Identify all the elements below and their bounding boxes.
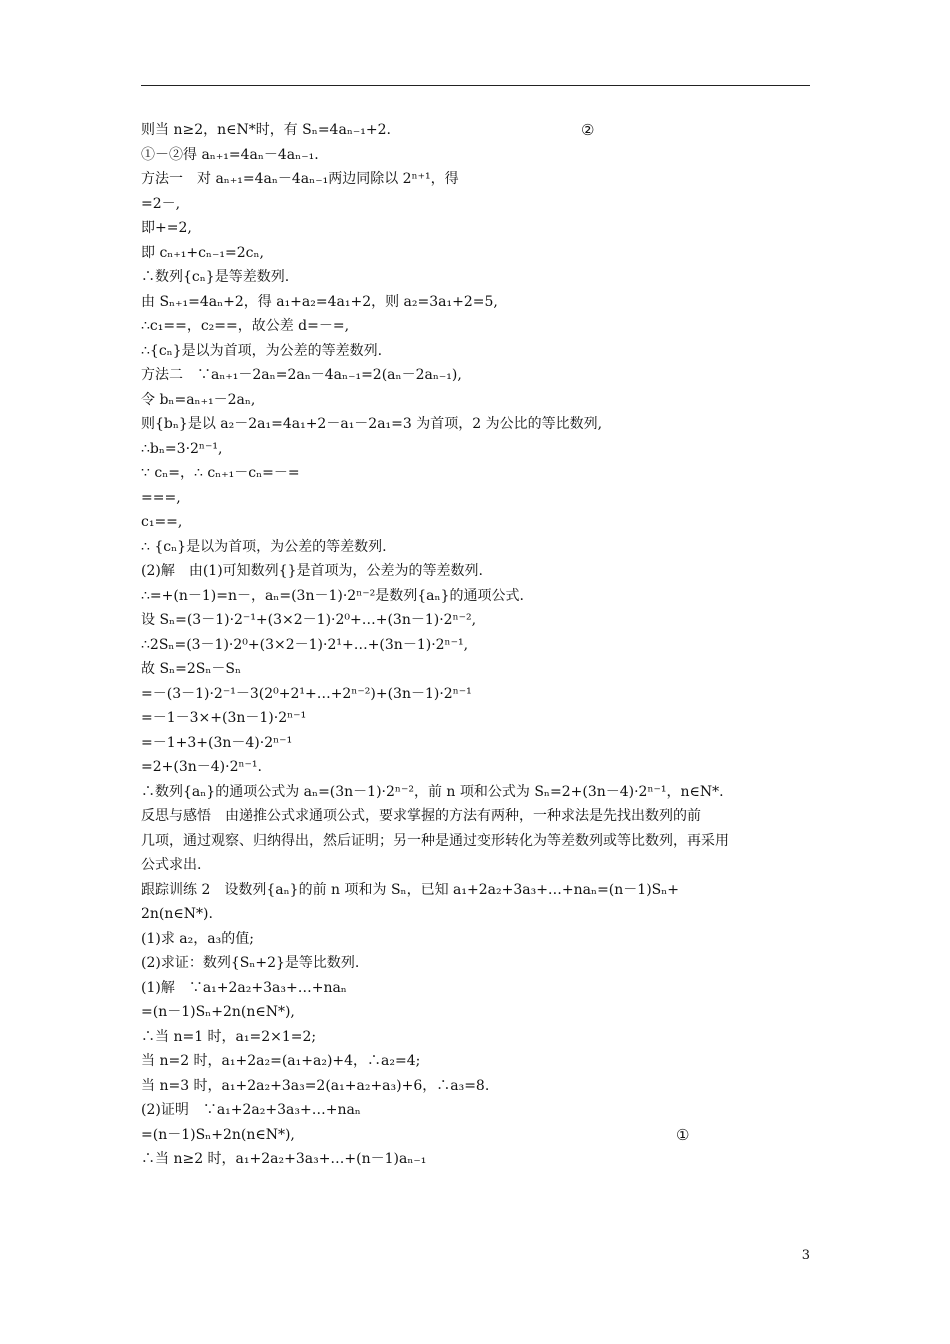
text-line-23: 故 Sₙ=2Sₙ－Sₙ — [141, 661, 242, 677]
text-line-6: 即 cₙ₊₁+cₙ₋₁=2cₙ, — [141, 244, 264, 261]
text-line-33: 2n(n∈N*). — [141, 906, 213, 922]
document-body — [141, 118, 817, 1172]
text-line-30: 几项，通过观察、归纳得出，然后证明；另一种是通过变形转化为等差数列或等比数列，再采用 — [141, 832, 729, 849]
text-line-27: =2+(3n－4)·2ⁿ⁻¹. — [141, 759, 262, 775]
page-number: 3 — [801, 1248, 810, 1263]
text-line-5: 即+=2, — [141, 220, 192, 236]
text-line-16: ===, — [141, 489, 181, 506]
equation-marker-2: ② — [581, 121, 595, 139]
text-line-31: 公式求出. — [141, 857, 202, 873]
text-line-18: ∴ {cₙ}是以为首项，为公差的等差数列. — [141, 538, 387, 555]
equation-marker-1: ① — [676, 1125, 690, 1144]
text-line-26: =－1+3+(3n－4)·2ⁿ⁻¹ — [141, 734, 293, 751]
text-line-3: 方法一 对 aₙ₊₁=4aₙ－4aₙ₋₁两边同除以 2ⁿ⁺¹，得 — [141, 171, 459, 187]
text-line-22: ∴2Sₙ=(3－1)·2⁰+(3×2－1)·2¹+…+(3n－1)·2ⁿ⁻¹, — [141, 636, 469, 653]
text-line-19: (2)解 由(1)可知数列{}是首项为，公差为的等差数列. — [141, 563, 483, 579]
line-text: 则当 n≥2，n∈N*时，有 Sₙ=4aₙ₋₁+2. — [141, 122, 391, 138]
line-text: =(n－1)Sₙ+2n(n∈N*), — [141, 1126, 295, 1143]
text-line-38: ∴当 n=1 时，a₁=2×1=2; — [141, 1028, 317, 1045]
text-line-15: ∵ cₙ=，∴ cₙ₊₁－cₙ=－= — [141, 465, 300, 481]
text-line-14: ∴bₙ=3·2ⁿ⁻¹, — [141, 440, 223, 457]
text-line-1 — [141, 118, 817, 143]
text-line-39: 当 n=2 时，a₁+2a₂=(a₁+a₂)+4，∴a₂=4; — [141, 1053, 421, 1069]
header-rule — [141, 85, 810, 86]
text-line-10: ∴{cₙ}是以为首项，为公差的等差数列. — [141, 342, 383, 359]
text-line-25: =－1－3×+(3n－1)·2ⁿ⁻¹ — [141, 710, 307, 726]
text-line-13: 则{bₙ}是以 a₂－2a₁=4a₁+2－a₁－2a₁=3 为首项，2 为公比的等比数列, — [141, 416, 603, 432]
text-line-29: 反思与感悟 由递推公式求通项公式，要求掌握的方法有两种，一种求法是先找出数列的前 — [141, 808, 701, 824]
text-line-41: (2)证明 ∵a₁+2a₂+3a₃+…+naₙ — [141, 1102, 361, 1118]
text-line-7: ∴数列{cₙ}是等差数列. — [141, 269, 290, 285]
text-line-11: 方法二 ∵aₙ₊₁－2aₙ=2aₙ－4aₙ₋₁=2(aₙ－2aₙ₋₁), — [141, 367, 462, 383]
text-line-12: 令 bₙ=aₙ₊₁－2aₙ, — [141, 391, 256, 408]
text-line-37: =(n－1)Sₙ+2n(n∈N*), — [141, 1004, 295, 1020]
text-line-42 — [141, 1123, 817, 1148]
text-line-28: ∴数列{aₙ}的通项公式为 aₙ=(3n－1)·2ⁿ⁻²，前 n 项和公式为 Sₙ=2+(3n－4)·2ⁿ⁻¹，n∈N*. — [141, 783, 724, 800]
text-line-17: c₁==, — [141, 514, 183, 530]
text-line-2: ①－②得 aₙ₊₁=4aₙ－4aₙ₋₁. — [141, 146, 319, 163]
text-line-8: 由 Sₙ₊₁=4aₙ+2，得 a₁+a₂=4a₁+2，则 a₂=3a₁+2=5, — [141, 293, 498, 310]
text-line-9: ∴c₁==，c₂==，故公差 d=－=, — [141, 318, 350, 334]
text-line-24: =－(3－1)·2⁻¹－3(2⁰+2¹+…+2ⁿ⁻²)+(3n－1)·2ⁿ⁻¹ — [141, 685, 472, 702]
text-line-35: (2)求证：数列{Sₙ+2}是等比数列. — [141, 955, 360, 971]
text-line-32: 跟踪训练 2 设数列{aₙ}的前 n 项和为 Sₙ，已知 a₁+2a₂+3a₃+…+naₙ=(n－1)Sₙ+ — [141, 881, 680, 898]
text-line-43: ∴当 n≥2 时，a₁+2a₂+3a₃+…+(n－1)aₙ₋₁ — [141, 1151, 427, 1167]
text-line-34: (1)求 a₂，a₃的值; — [141, 930, 254, 947]
text-line-40: 当 n=3 时，a₁+2a₂+3a₃=2(a₁+a₂+a₃)+6，∴a₃=8. — [141, 1077, 490, 1094]
text-line-4: =2－, — [141, 195, 181, 212]
text-line-20: ∴=+(n－1)=n－，aₙ=(3n－1)·2ⁿ⁻²是数列{aₙ}的通项公式. — [141, 587, 524, 604]
text-line-21: 设 Sₙ=(3－1)·2⁻¹+(3×2－1)·2⁰+…+(3n－1)·2ⁿ⁻², — [141, 612, 477, 628]
text-line-36: (1)解 ∵a₁+2a₂+3a₃+…+naₙ — [141, 979, 347, 996]
